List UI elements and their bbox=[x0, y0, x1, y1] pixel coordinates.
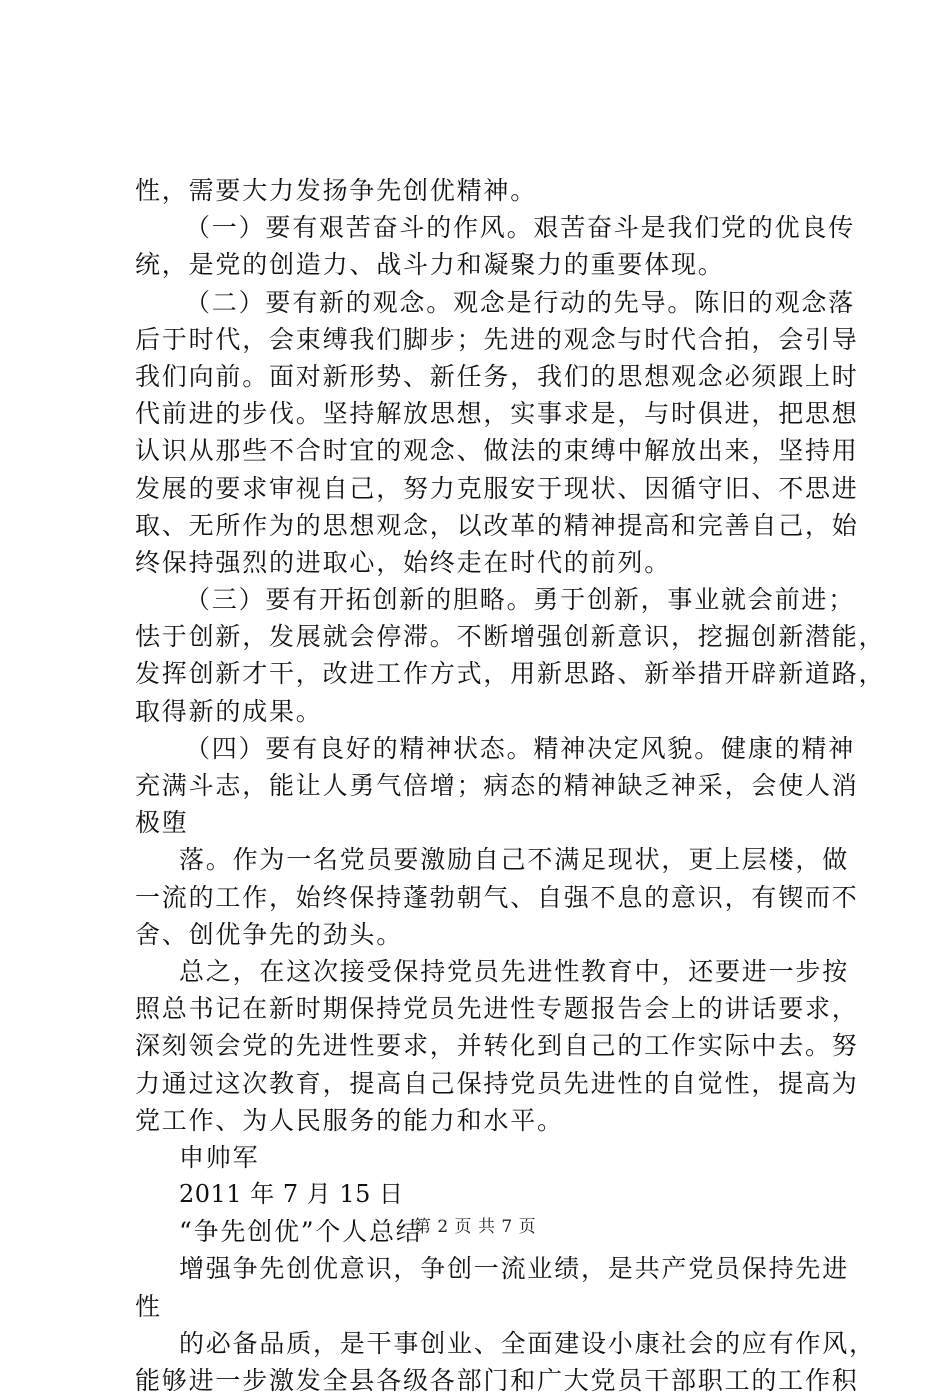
text-line: （二）要有新的观念。观念是行动的先导。陈旧的观念落 bbox=[185, 287, 856, 317]
text-line: （三）要有开拓创新的胆略。勇于创新，事业就会前进； bbox=[185, 585, 856, 615]
text-line: 深刻领会党的先进性要求，并转化到自己的工作实际中去。努 bbox=[135, 1031, 859, 1061]
text-line: 党工作、为人民服务的能力和水平。 bbox=[135, 1105, 564, 1135]
text-line: 舍、创优争先的劲头。 bbox=[135, 919, 404, 949]
text-line: 取、无所作为的思想观念，以改革的精神提高和完善自己，始 bbox=[135, 510, 859, 540]
text-line: （一）要有艰苦奋斗的作风。艰苦奋斗是我们党的优良传 bbox=[185, 213, 856, 243]
text-line: 力通过这次教育，提高自己保持党员先进性的自觉性，提高为 bbox=[135, 1068, 859, 1098]
text-line: 一流的工作，始终保持蓬勃朝气、自强不息的意识，有锲而不 bbox=[135, 882, 859, 912]
text-line: 照总书记在新时期保持党员先进性专题报告会上的讲话要求， bbox=[135, 994, 859, 1024]
text-line: （四）要有良好的精神状态。精神决定风貌。健康的精神 bbox=[185, 733, 856, 763]
text-line: 发挥创新才干，改进工作方式，用新思路、新举措开辟新道路， bbox=[135, 659, 886, 689]
text-line: 统，是党的创造力、战斗力和凝聚力的重要体现。 bbox=[135, 250, 725, 280]
text-line: 认识从那些不合时宜的观念、做法的束缚中解放出来，坚持用 bbox=[135, 436, 859, 466]
text-line: 增强争先创优意识，争创一流业绩，是共产党员保持先进 bbox=[179, 1254, 850, 1284]
text-line: 我们向前。面对新形势、新任务，我们的思想观念必须跟上时 bbox=[135, 361, 859, 391]
text-line: 充满斗志，能让人勇气倍增；病态的精神缺乏神采，会使人消 bbox=[135, 771, 859, 800]
text-line: 能够进一步激发全县各级各部门和广大党员干部职工的工作积 bbox=[135, 1366, 859, 1395]
text-line: 取得新的成果。 bbox=[135, 696, 323, 726]
text-line: 申帅军 bbox=[179, 1142, 260, 1172]
text-line: 落。作为一名党员要激励自己不满足现状，更上层楼，做 bbox=[179, 845, 850, 875]
text-line: 2011 年 7 月 15 日 bbox=[179, 1180, 404, 1209]
text-line: 后于时代，会束缚我们脚步；先进的观念与时代合拍，会引导 bbox=[135, 324, 859, 354]
text-line: 性，需要大力发扬争先创优精神。 bbox=[135, 176, 538, 205]
text-line: 性 bbox=[135, 1291, 162, 1321]
text-line: 代前进的步伐。坚持解放思想，实事求是，与时俱进，把思想 bbox=[135, 399, 859, 429]
text-line: 的必备品质，是干事创业、全面建设小康社会的应有作风， bbox=[179, 1328, 876, 1358]
text-line: 发展的要求审视自己，努力克服安于现状、因循守旧、不思进 bbox=[135, 473, 859, 503]
text-line: 怯于创新，发展就会停滞。不断增强创新意识，挖掘创新潜能， bbox=[135, 622, 886, 652]
text-line: “争先创优”个人总结 bbox=[179, 1217, 423, 1247]
text-line: 总之，在这次接受保持党员先进性教育中，还要进一步按 bbox=[179, 956, 850, 986]
text-line: 终保持强烈的进取心，始终走在时代的前列。 bbox=[135, 547, 672, 577]
text-line: 极堕 bbox=[135, 808, 189, 838]
page-footer: 第 2 页 共 7 页 bbox=[413, 1217, 537, 1237]
